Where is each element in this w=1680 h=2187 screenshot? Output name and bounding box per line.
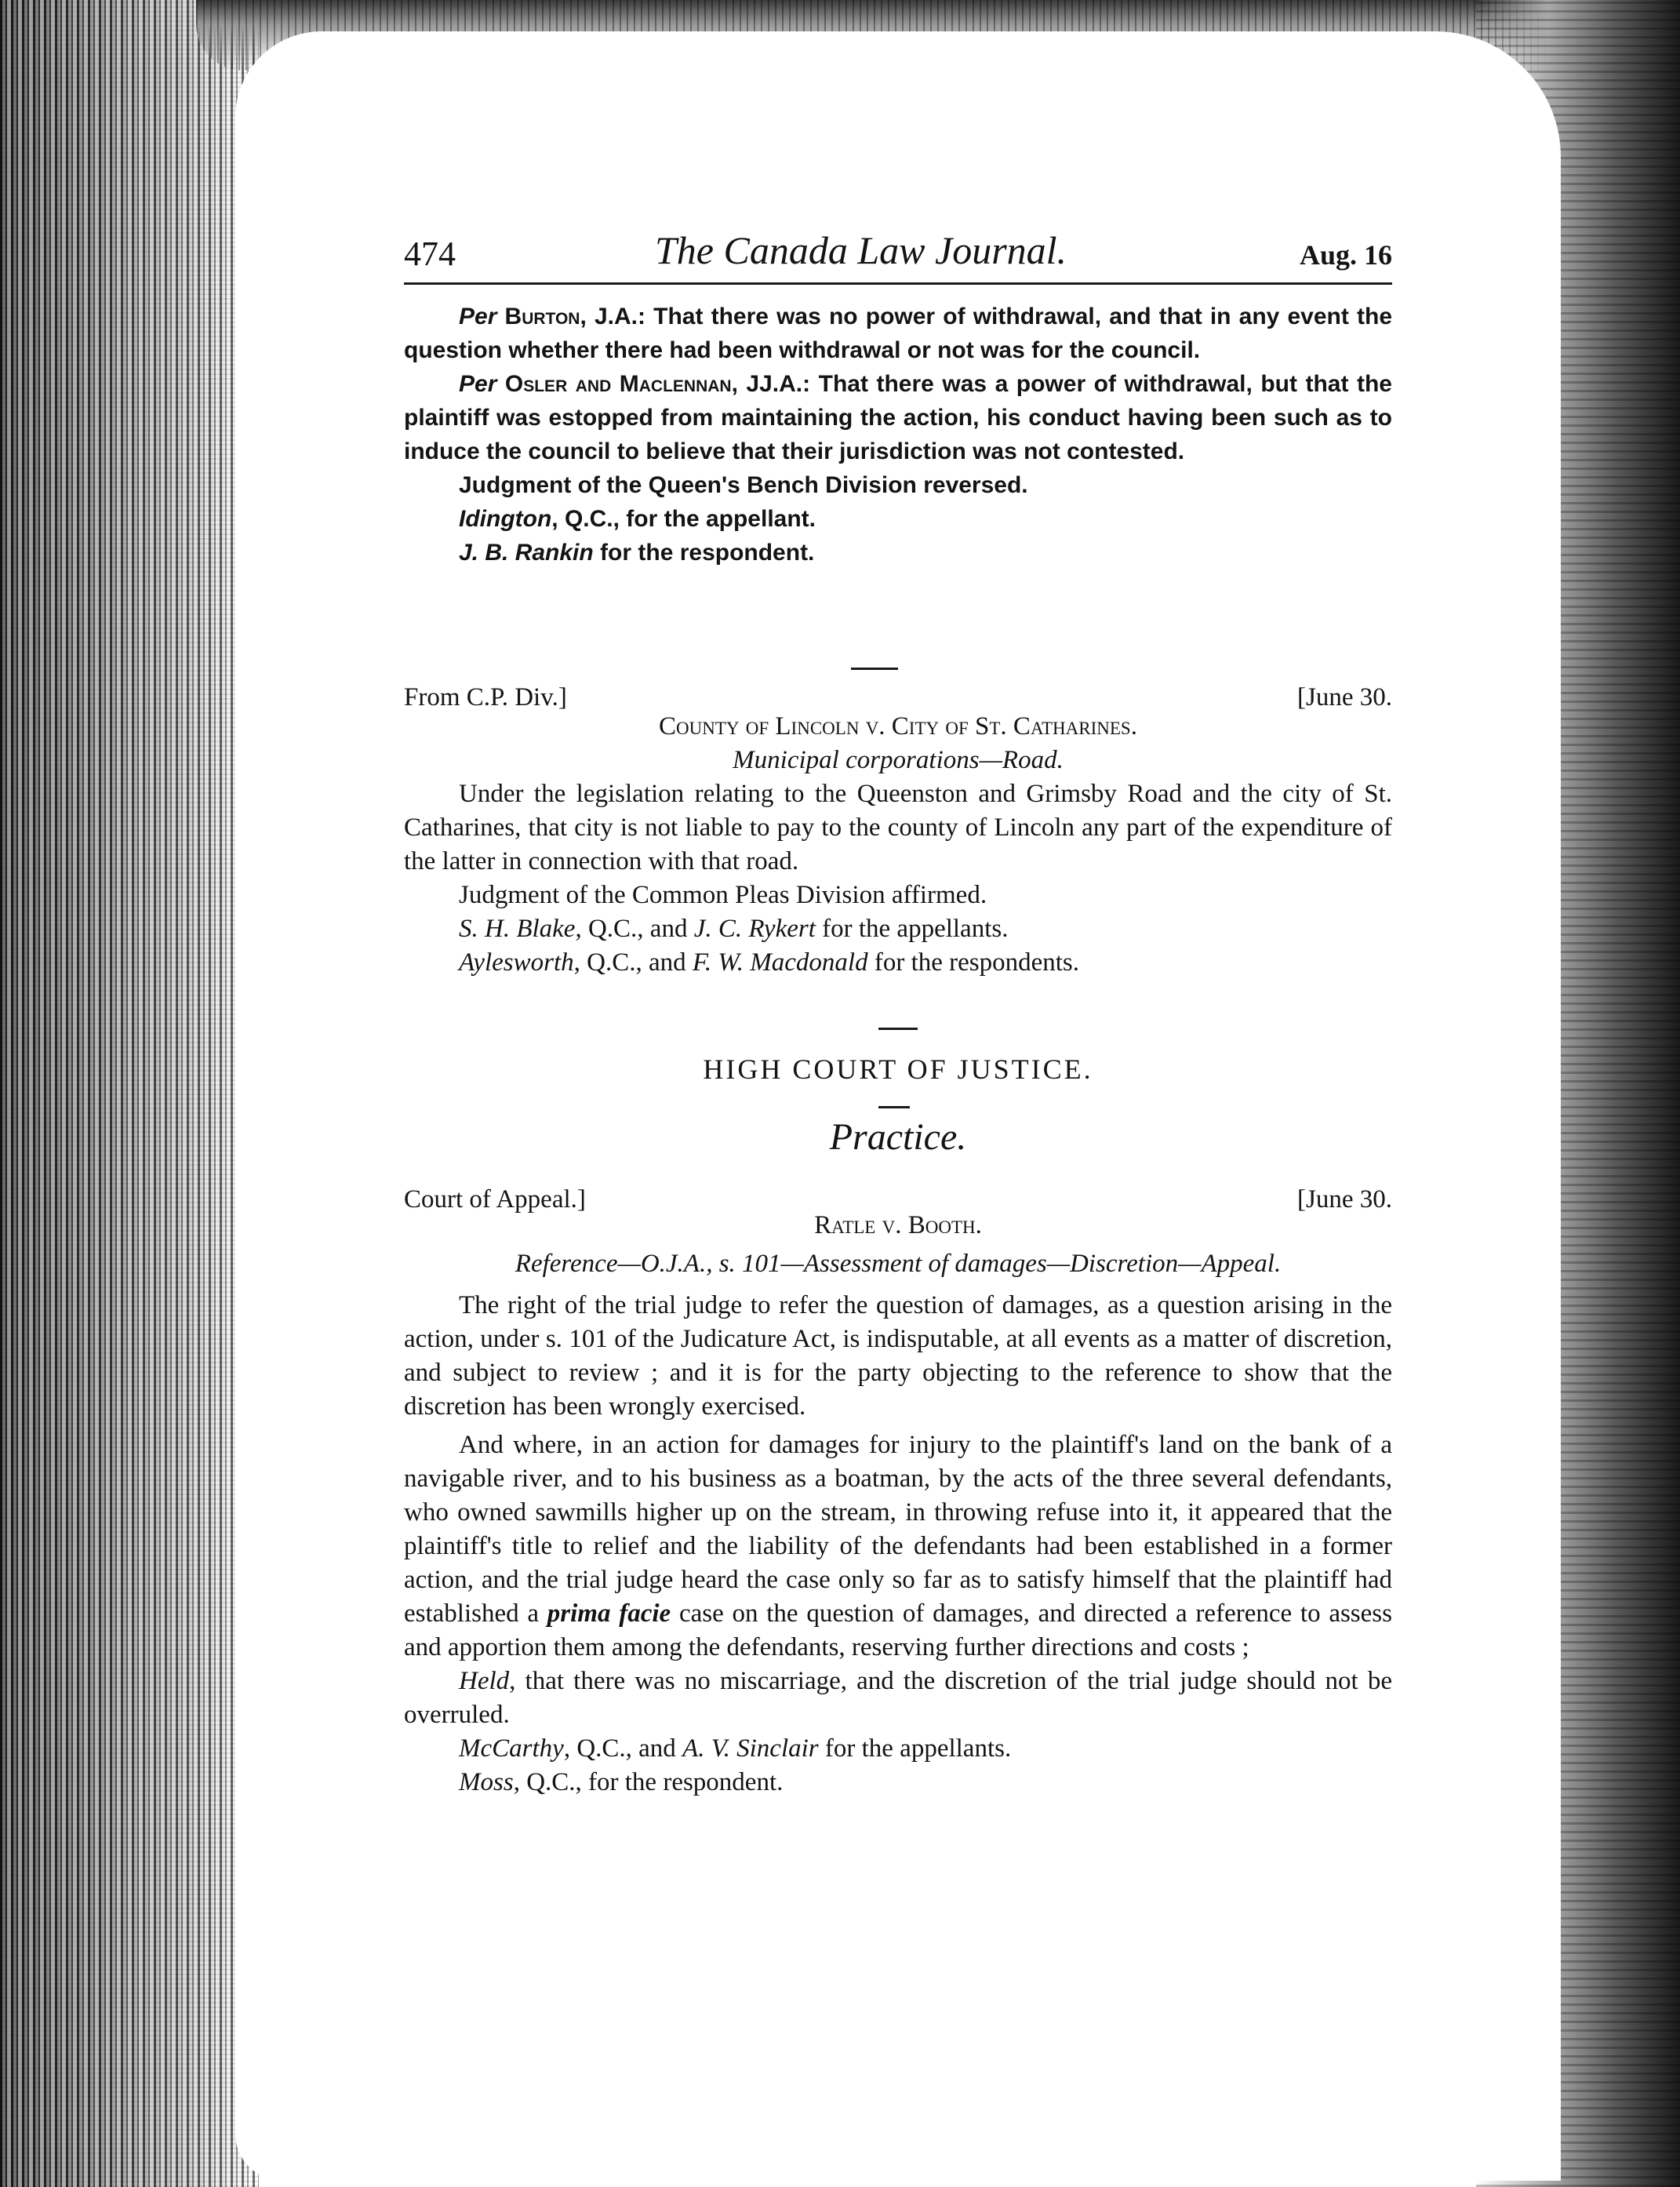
- judge-name: Osler and Maclennan, JJ.A.: [504, 371, 803, 397]
- case1-counsel-appellant: Idington, Q.C., for the appellant.: [459, 506, 816, 532]
- case2-date: [June 30.: [1297, 683, 1392, 711]
- case-3: [404, 1183, 1392, 1799]
- judge-name: Burton, J.A.: [504, 304, 638, 329]
- case-2: [404, 681, 1392, 980]
- case2-subject: Municipal corporations—Road.: [733, 746, 1064, 774]
- case-1: [404, 300, 1392, 569]
- case2-counsel-appellants: S. H. Blake, Q.C., and J. C. Rykert for the appellants.: [459, 915, 1009, 943]
- separator-rule: [851, 668, 898, 670]
- case3-court-from: Court of Appeal.]: [404, 1185, 586, 1214]
- case1-judgment: Judgment of the Queen's Bench Division reversed.: [459, 472, 1028, 498]
- case3-counsel-appellants: McCarthy, Q.C., and A. V. Sinclair for the appellants.: [459, 1734, 1012, 1763]
- case2-judgment: Judgment of the Common Pleas Division affirmed.: [459, 881, 987, 909]
- section-subheading: Practice.: [829, 1116, 967, 1158]
- case1-para-burton: Per Burton, J.A.: That there was no power of withdrawal, and that in any event the question whether there had been withdrawal or not was for the council.: [404, 304, 1392, 363]
- case3-held: Held, that there was no miscarriage, and the discretion of the trial judge should not be overruled.: [404, 1667, 1392, 1729]
- case3-title: Ratle v. Booth.: [814, 1211, 982, 1239]
- running-header: [404, 227, 1392, 285]
- section-heading: HIGH COURT OF JUSTICE.: [703, 1053, 1093, 1085]
- case2-counsel-respondents: Aylesworth, Q.C., and F. W. Macdonald for the respondents.: [459, 948, 1080, 977]
- case2-holding: Under the legislation relating to the Queenston and Grimsby Road and the city of St. Catharines, that city is not liable to pay to the county of Lincoln any part of the expenditure of the latter in connection with that road.: [404, 780, 1392, 875]
- case1-para-osler: Per Osler and Maclennan, JJ.A.: That there was a power of withdrawal, but that the plaintiff was estopped from maintaining the action, his conduct having been such as to induce the council to believe that their jurisdiction was not contested.: [404, 371, 1392, 464]
- case3-para-1: The right of the trial judge to refer the question of damages, as a question arising in the action, under s. 101 of the Judicature Act, is indisputable, at all events as a matter of discretion, and subject to review ; and it is for the party objecting to the reference to show that the discretion has been wrongly exercised.: [404, 1291, 1392, 1421]
- journal-title: The Canada Law Journal.: [655, 228, 1067, 272]
- case3-counsel-respondent: Moss, Q.C., for the respondent.: [459, 1768, 784, 1796]
- separator-rule: [878, 1106, 910, 1108]
- case3-subject: Reference—O.J.A., s. 101—Assessment of damages—Discretion—Appeal.: [515, 1250, 1282, 1278]
- case3-date: [June 30.: [1297, 1185, 1392, 1214]
- case1-counsel-respondent: J. B. Rankin for the respondent.: [459, 540, 815, 566]
- case3-para-2: And where, in an action for damages for injury to the plaintiff's land on the bank of a navigable river, and to his business as a boatman, by the acts of the three several defendants, who owned sawmills higher up on the stream, in throwing refuse into it, it appeared that the plaintiff's title to relief and the liability of the defendants had been established in a former action, and the trial judge heard the case only so far as to satisfy himself that the plaintiff had established a prima facie case on the question of damages, and directed a reference to assess and apportion them among the defendants, reserving further directions and costs ;: [404, 1431, 1392, 1661]
- scan-left-edge: [0, 0, 259, 2187]
- issue-date: Aug. 16: [1299, 239, 1392, 271]
- separator-rule: [878, 1028, 918, 1030]
- case2-title: County of Lincoln v. City of St. Catharines.: [659, 712, 1137, 741]
- page-number: 474: [404, 235, 456, 273]
- case2-court-from: From C.P. Div.]: [404, 683, 567, 711]
